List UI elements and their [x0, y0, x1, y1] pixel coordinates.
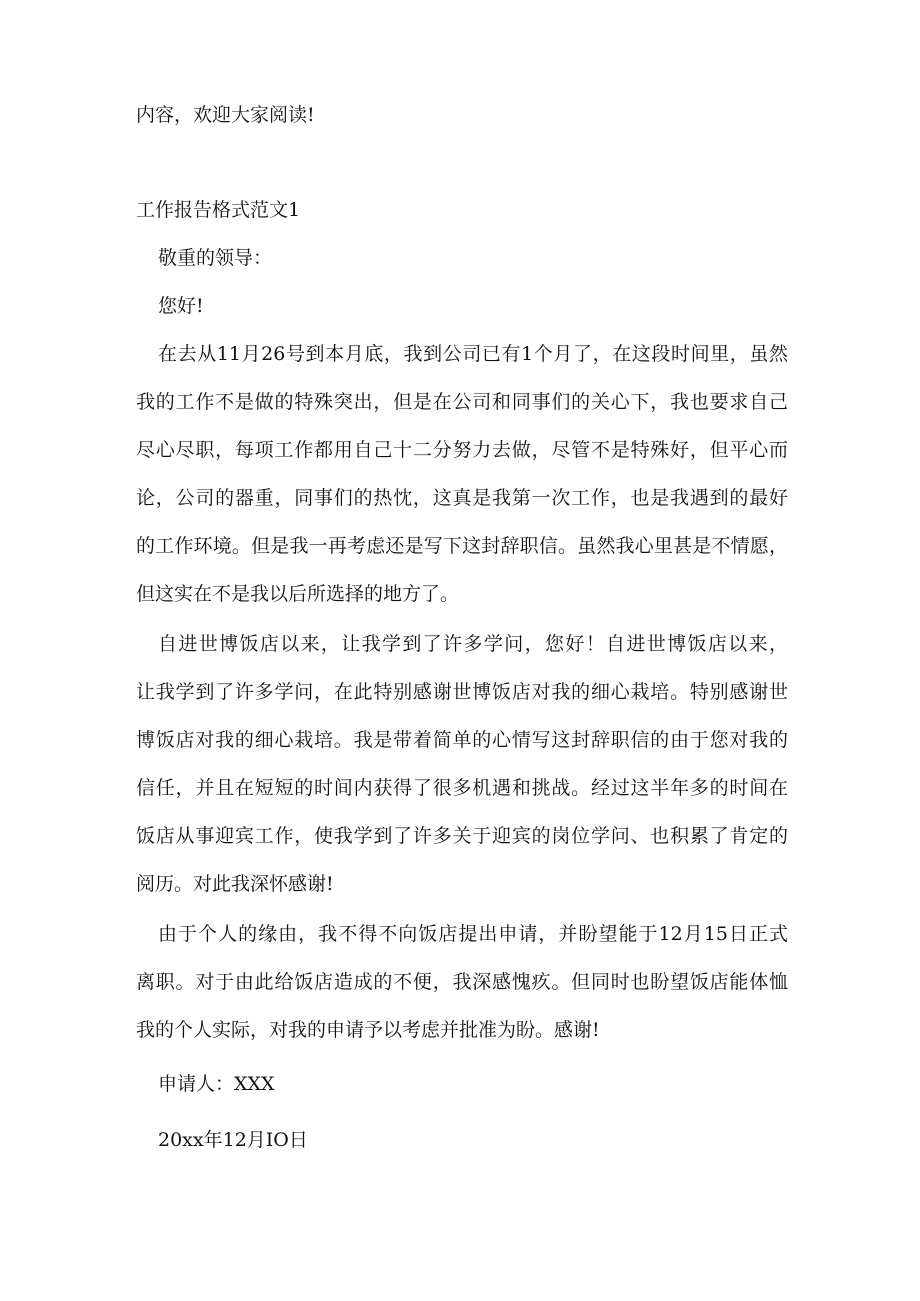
intro-text: 内容，欢迎大家阅读!	[136, 104, 315, 126]
paragraph-line: 饭店从事迎宾工作，使我学到了许多关于迎宾的岗位学问、也积累了肯定的	[136, 825, 788, 847]
paragraph-line: 由于个人的缘由，我不得不向饭店提出申请，并盼望能于12月15日正式	[158, 923, 788, 945]
paragraph-line: 阅历。对此我深怀感谢!	[136, 873, 334, 895]
paragraph-line: 在去从11月26号到本月底，我到公司已有1个月了，在这段时间里，虽然	[158, 343, 788, 365]
paragraph-line: 的工作环境。但是我一再考虑还是写下这封辞职信。虽然我心里甚是不情愿，	[136, 535, 788, 557]
paragraph-line: 博饭店对我的细心栽培。我是带着简单的心情写这封辞职信的由于您对我的	[136, 729, 788, 751]
paragraph-line: 我的工作不是做的特殊突出，但是在公司和同事们的关心下，我也要求自己	[136, 391, 788, 413]
greeting: 您好!	[158, 295, 204, 317]
paragraph-line: 但这实在不是我以后所选择的地方了。	[136, 583, 460, 605]
paragraph-line: 自进世博饭店以来，让我学到了许多学问，您好！自进世博饭店以来，	[158, 633, 788, 655]
document-title: 工作报告格式范文1	[136, 199, 301, 221]
paragraph-line: 让我学到了许多学问，在此特别感谢世博饭店对我的细心栽培。特别感谢世	[136, 681, 788, 703]
paragraph-line: 论，公司的器重，同事们的热忱，这真是我第一次工作，也是我遇到的最好	[136, 487, 788, 509]
paragraph-line: 我的个人实际，对我的申请予以考虑并批准为盼。感谢!	[136, 1019, 600, 1041]
letter-date: 20xx年12月IO日	[158, 1129, 308, 1151]
applicant-signature: 申请人：XXX	[158, 1073, 275, 1095]
paragraph-line: 信任，并且在短短的时间内获得了很多机遇和挑战。经过这半年多的时间在	[136, 777, 788, 799]
paragraph-line: 离职。对于由此给饭店造成的不便，我深感愧疚。但同时也盼望饭店能体恤	[136, 971, 788, 993]
salutation: 敬重的领导：	[158, 247, 273, 269]
paragraph-line: 尽心尽职，每项工作都用自己十二分努力去做，尽管不是特殊好，但平心而	[136, 439, 788, 461]
